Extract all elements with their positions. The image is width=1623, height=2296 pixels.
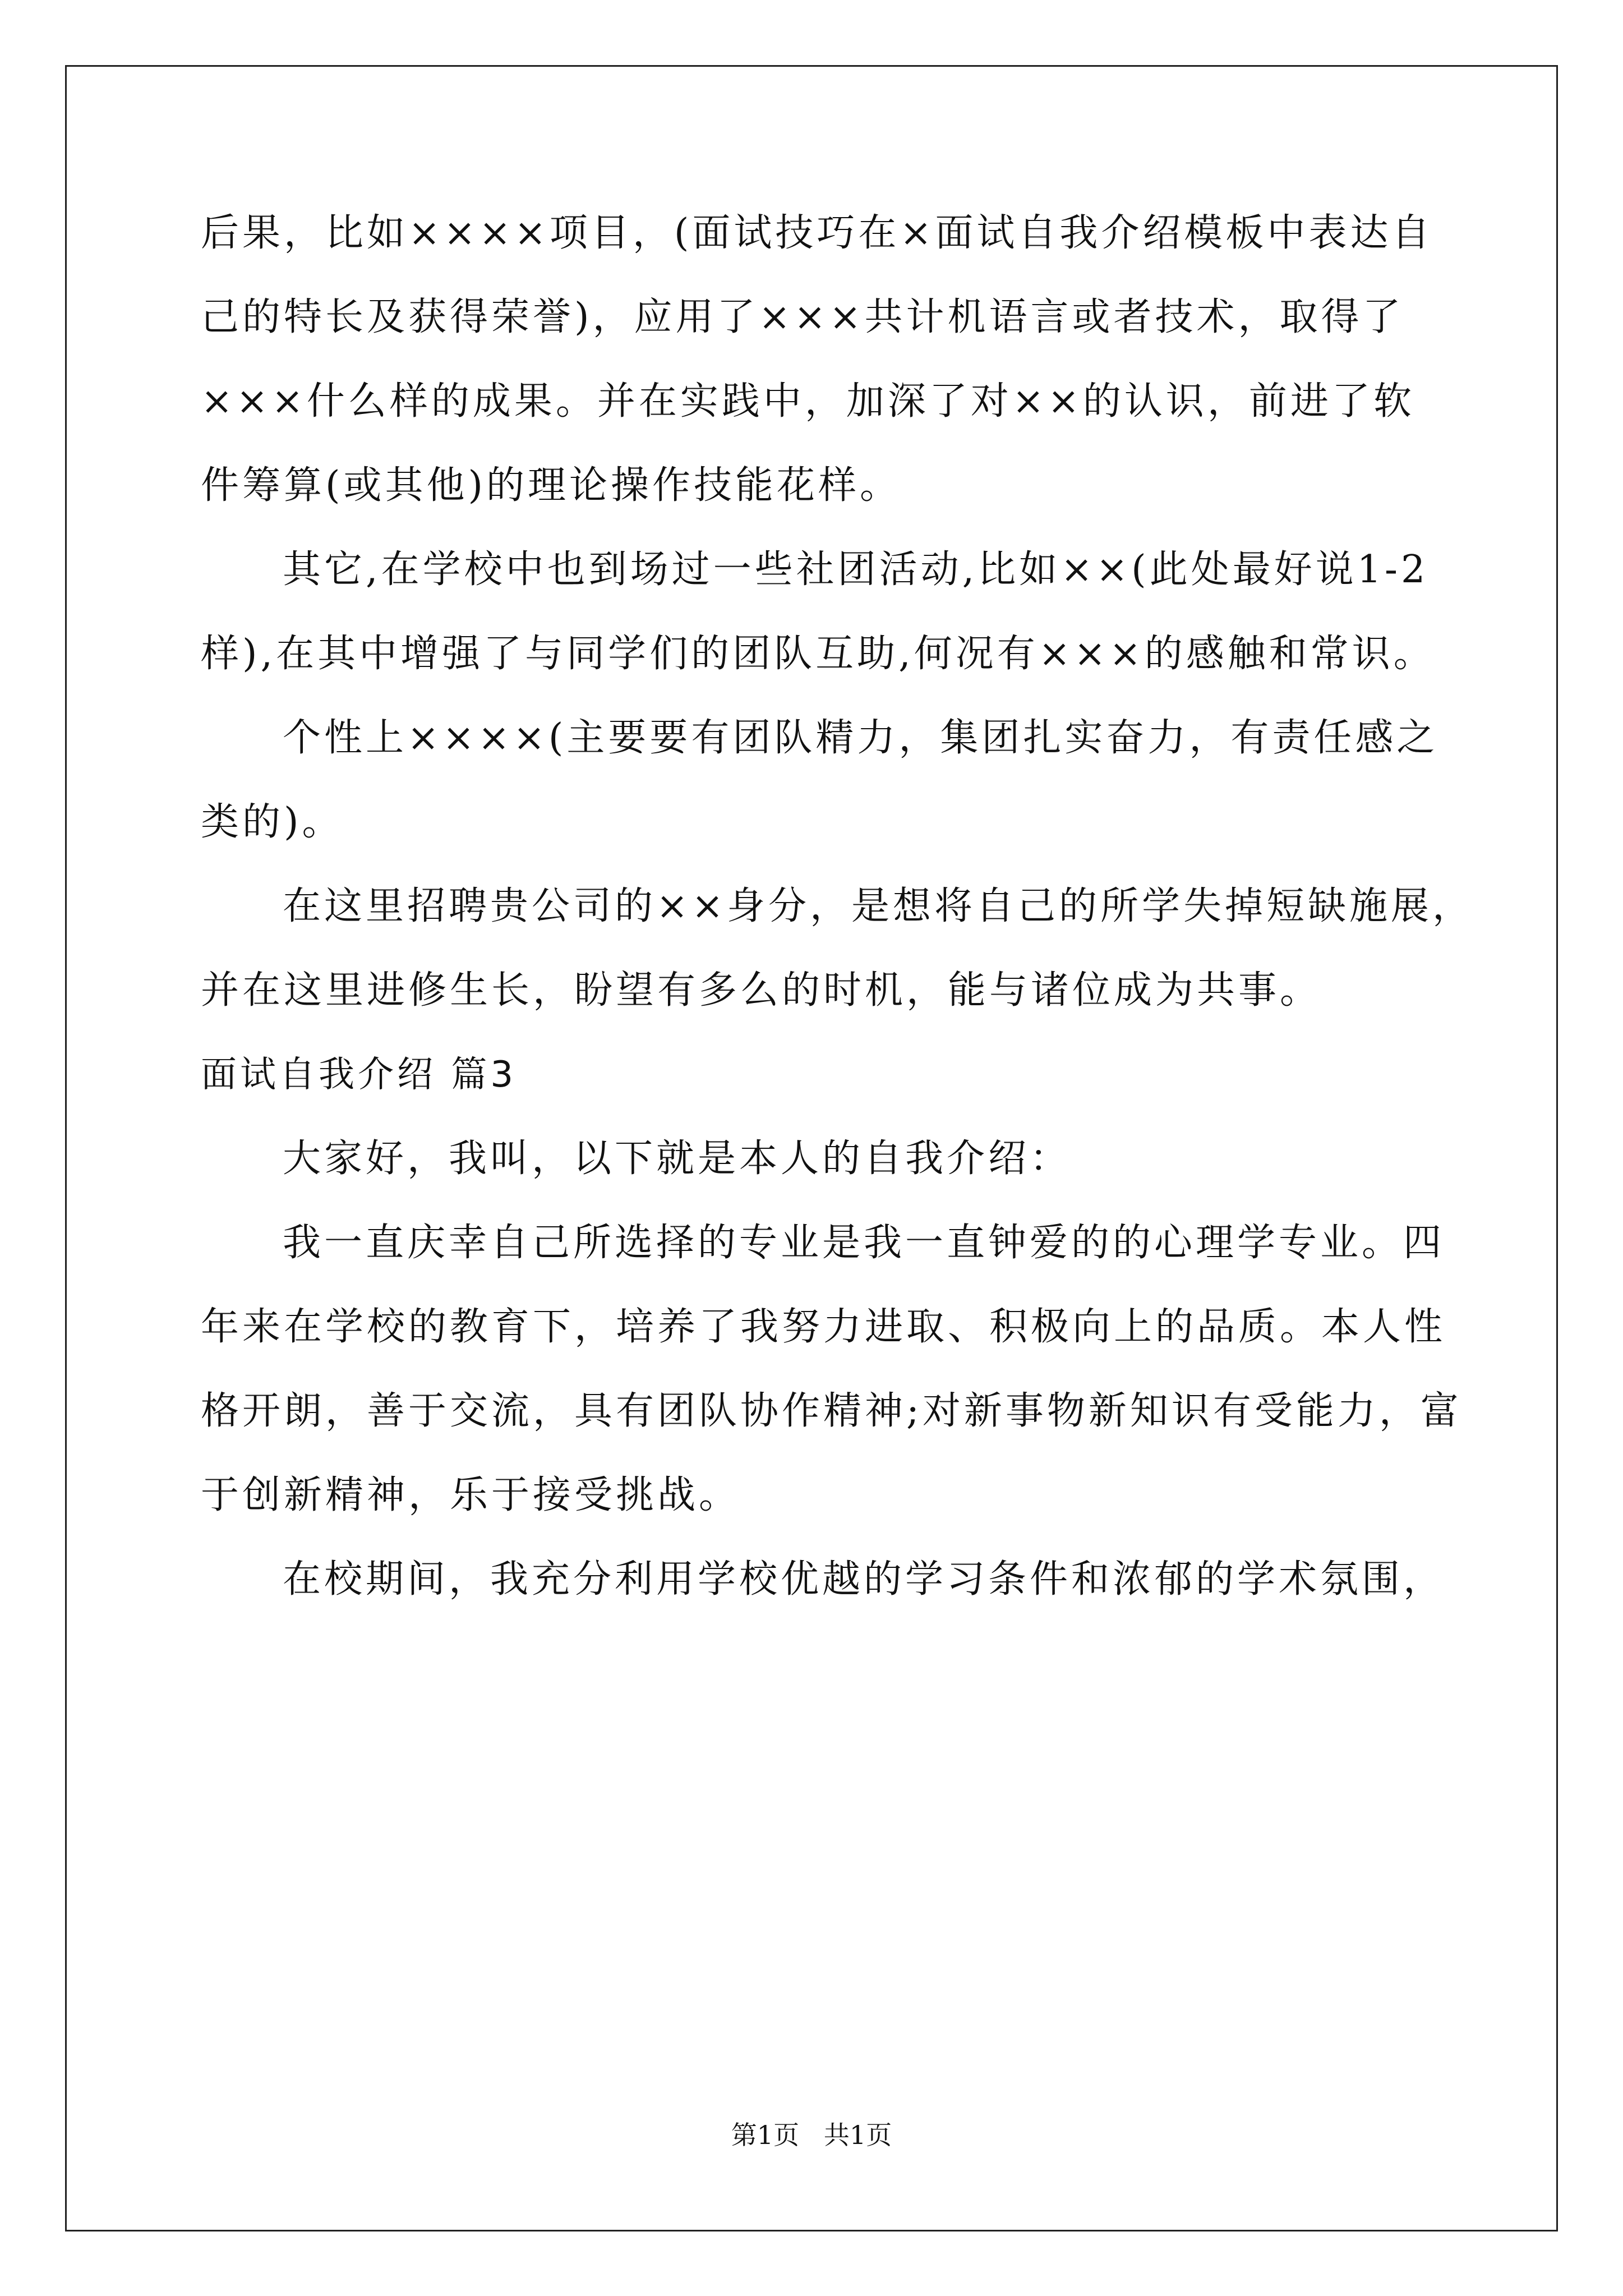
paragraph-line: 大家好，我叫，以下就是本人的自我介绍： bbox=[283, 1137, 1072, 1181]
paragraph-line: 个性上××××(主要要有团队精力，集团扎实奋力，有责任感之 bbox=[283, 716, 1438, 760]
paragraph-line: ×××什么样的成果。并在实践中，加深了对××的认识，前进了软 bbox=[201, 379, 1415, 424]
paragraph-line: 格开朗，善于交流，具有团队协作精神;对新事物新知识有受能力，富 bbox=[201, 1389, 1462, 1433]
paragraph-line: 其它,在学校中也到场过一些社团活动,比如××(此处最好说1-2 bbox=[283, 547, 1429, 592]
paragraph-line: 年来在学校的教育下，培养了我努力进取、积极向上的品质。本人性 bbox=[201, 1305, 1446, 1349]
paragraph-line: 在这里招聘贵公司的××身分，是想将自己的所学失掉短缺施展， bbox=[283, 884, 1474, 928]
paragraph-line: 在校期间，我充分利用学校优越的学习条件和浓郁的学术氛围， bbox=[283, 1557, 1445, 1602]
page-number-footer: 第1页 共1页 bbox=[731, 2120, 892, 2150]
paragraph-line: 件筹算(或其他)的理论操作技能花样。 bbox=[201, 463, 902, 508]
paragraph-line: 类的)。 bbox=[201, 800, 344, 844]
paragraph-line: 我一直庆幸自己所选择的专业是我一直钟爱的的心理学专业。四 bbox=[283, 1221, 1445, 1265]
section-heading: 面试自我介绍 篇3 bbox=[201, 1054, 517, 1096]
paragraph-line: 于创新精神，乐于接受挑战。 bbox=[201, 1473, 741, 1517]
paragraph-line: 己的特长及获得荣誉)，应用了×××共计机语言或者技术，取得了 bbox=[201, 295, 1404, 339]
paragraph-line: 后果，比如××××项目，(面试技巧在×面试自我介绍模板中表达自 bbox=[201, 211, 1433, 255]
paragraph-line: 样),在其中增强了与同学们的团队互助,何况有×××的感触和常识。 bbox=[201, 632, 1435, 676]
paragraph-line: 并在这里进修生长，盼望有多么的时机，能与诸位成为共事。 bbox=[201, 968, 1322, 1013]
